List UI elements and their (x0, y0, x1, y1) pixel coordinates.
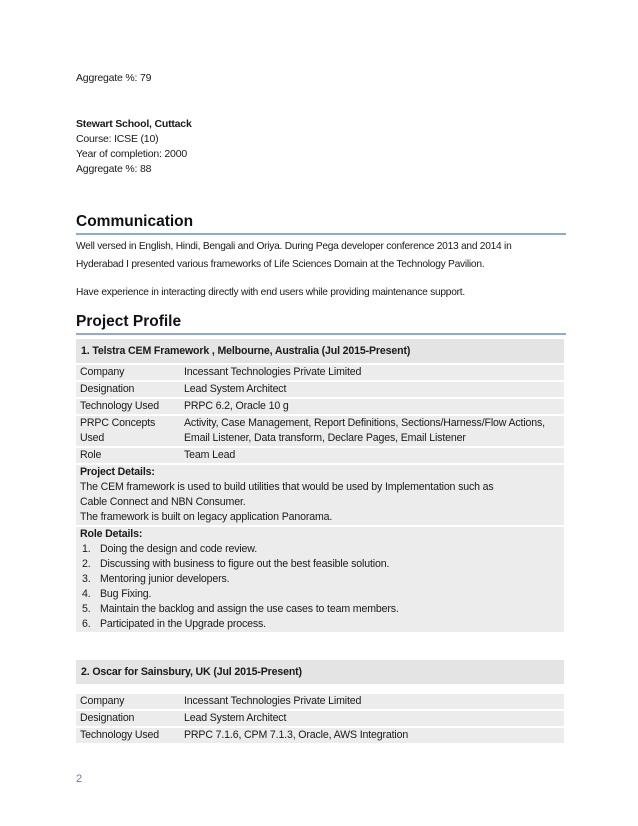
school-aggregate: Aggregate %: 88 (76, 163, 152, 175)
list-item-number: 2. (82, 558, 91, 570)
communication-rule (76, 233, 566, 235)
role-details-cell (76, 527, 564, 632)
project-2-table (76, 658, 564, 745)
list-item-number: 1. (82, 543, 91, 555)
project-profile-rule (76, 333, 566, 335)
table-row (76, 416, 564, 446)
list-item-text: Maintain the backlog and assign the use cases to team members. (100, 603, 399, 615)
school-year: Year of completion: 2000 (76, 148, 187, 160)
spacer-cell (76, 686, 564, 692)
table-row (76, 694, 564, 709)
table-row (76, 711, 564, 726)
communication-heading: Communication (76, 213, 194, 230)
project-details-line: The CEM framework is used to build utilities that would be used by Implementation such as (80, 481, 494, 493)
list-item-text: Participated in the Upgrade process. (100, 618, 266, 630)
list-item-number: 4. (82, 588, 91, 600)
list-item-number: 5. (82, 603, 91, 615)
project-2-title-row (76, 660, 564, 684)
project-details-line: The framework is built on legacy application Panorama. (80, 511, 333, 523)
project-details-heading: Project Details: (80, 466, 155, 478)
communication-paragraph-2: Have experience in interacting directly with end users while providing maintenance support. (76, 287, 465, 298)
school-name: Stewart School, Cuttack (76, 118, 192, 130)
project-1-title: 1. Telstra CEM Framework , Melbourne, Australia (Jul 2015-Present) (76, 339, 564, 363)
communication-line-1: Well versed in English, Hindi, Bengali and Oriya. During Pega developer conference 2013 and 2014 in (76, 241, 512, 252)
project-details-line: Cable Connect and NBN Consumer. (80, 496, 246, 508)
row-value: Incessant Technologies Private Limited (180, 694, 564, 709)
role-details-list (80, 542, 560, 632)
row-key: Technology Used (76, 728, 180, 743)
row-key: Technology Used (76, 399, 180, 414)
list-item (80, 557, 560, 572)
list-item-text: Discussing with business to figure out the best feasible solution. (100, 558, 390, 570)
table-row (76, 448, 564, 463)
project-profile-heading: Project Profile (76, 313, 182, 330)
communication-line-2: Hyderabad I presented various frameworks of Life Sciences Domain at the Technology Pavilion. (76, 259, 485, 270)
list-item-text: Doing the design and code review. (100, 543, 258, 555)
list-item (80, 587, 560, 602)
list-item-number: 6. (82, 618, 91, 630)
list-item (80, 602, 560, 617)
communication-paragraph-1 (76, 238, 566, 274)
row-value: Team Lead (180, 448, 564, 463)
table-row (76, 365, 564, 380)
list-item-number: 3. (82, 573, 91, 585)
row-key: Role (76, 448, 180, 463)
role-details-heading: Role Details: (80, 528, 143, 540)
role-details-row (76, 527, 564, 632)
row-value: Lead System Architect (180, 382, 564, 397)
row-key: Company (76, 365, 180, 380)
list-item (80, 572, 560, 587)
row-key: Designation (76, 711, 180, 726)
list-item (80, 542, 560, 557)
project-1-title-row (76, 339, 564, 363)
page-number: 2 (76, 773, 83, 785)
spacer-row (76, 686, 564, 692)
table-row (76, 728, 564, 743)
school-course: Course: ICSE (10) (76, 133, 159, 145)
row-key: PRPC Concepts Used (76, 416, 180, 446)
project-details-cell (76, 465, 564, 525)
row-value: Incessant Technologies Private Limited (180, 365, 564, 380)
list-item-text: Bug Fixing. (100, 588, 152, 600)
previous-aggregate: Aggregate %: 79 (76, 72, 152, 84)
table-row (76, 399, 564, 414)
project-details-row (76, 465, 564, 525)
list-item (80, 617, 560, 632)
project-1-table (76, 337, 564, 634)
project-2-title: 2. Oscar for Sainsbury, UK (Jul 2015-Present) (76, 660, 564, 684)
row-value: PRPC 6.2, Oracle 10 g (180, 399, 564, 414)
row-value: PRPC 7.1.6, CPM 7.1.3, Oracle, AWS Integration (180, 728, 564, 743)
row-key: Designation (76, 382, 180, 397)
row-value: Activity, Case Management, Report Definitions, Sections/Harness/Flow Actions, Email Listener, Data transform, Declare Pages, Email Listener (180, 416, 564, 446)
table-row (76, 382, 564, 397)
row-key: Company (76, 694, 180, 709)
list-item-text: Mentoring junior developers. (100, 573, 230, 585)
row-value: Lead System Architect (180, 711, 564, 726)
